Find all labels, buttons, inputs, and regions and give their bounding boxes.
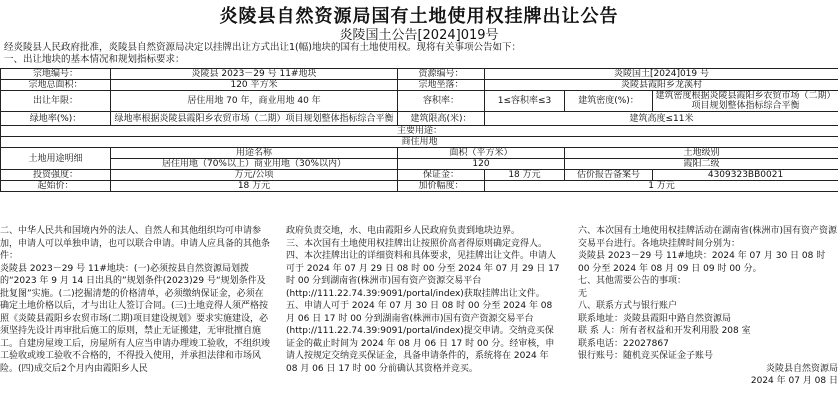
cell-value: 炎陵国土[2024]019 号 <box>485 69 838 80</box>
cell-label: 绿地率(%)： <box>1 112 111 126</box>
paragraph: 二、中华人民共和国境内外的法人、自然人和其他组织均可申请参加，申请人可以单独申请，也可以联合申请。申请人应具备的其他条件： <box>0 226 270 261</box>
paragraph: 八、联系方式与银行账户 <box>578 301 678 311</box>
cell-label: 起始价： <box>1 181 111 192</box>
cell-value: 1≤容积率≤3 <box>485 91 565 112</box>
paragraph: 七、其他需要公告的事项： <box>578 276 687 286</box>
paragraph: 六、本次国有土地使用权挂牌活动在湖南省(株洲市)国有资产资源交易平台进行。各地块挂牌时间分别为： <box>578 226 838 249</box>
body-text <box>0 225 838 410</box>
cell-label: 建筑密度(%)： <box>565 91 653 112</box>
column-header: 用途名称 <box>111 148 398 159</box>
cell-value: 霞阳二级 <box>565 159 838 170</box>
paragraph: 银行账号：随机竞买保证金子账号 <box>578 351 714 361</box>
column-header: 土地级别 <box>565 148 838 159</box>
column-left <box>0 225 270 375</box>
paragraph: 联 系 人：所有者权益和开发利用股 208 室 <box>578 326 751 336</box>
paragraph: 联系电话：22027867 <box>578 338 669 349</box>
main-use-label: 主要用途： <box>1 126 838 137</box>
cell-label: 土地用途明细 <box>1 148 111 170</box>
paragraph: 联系地址：炎陵县霞阳中路自然资源局 <box>578 313 732 324</box>
cell-value: 建筑高度≤11米 <box>485 112 838 126</box>
paragraph: 无 <box>578 288 588 299</box>
cell-value: 18 万元 <box>111 181 398 192</box>
cell-value: 18 万元 <box>485 170 565 181</box>
cell-value: 居住用地 70 年，商业用地 40 年 <box>111 91 398 112</box>
paragraph: 五、申请人可于 2024 年 07 月 30 日 08 时 00 分至 2024 年 08 月 06 日 17 时 00 分到湖南省(株洲市)国有资产资源交易平台(http://111.22.74.39:9091/portal/index)提交申请。交纳竞买保证金的截止时间为 2024 年 08 月 06 日 17 时 00 分。经审核，申请人按规定交纳竞买保证金，具备申请条件的，系统将在 2024 年 08 月 06 日 17 时 00 分前确认其资格并竞买。 <box>286 301 555 374</box>
cell-label: 建筑限高(米)： <box>398 112 485 126</box>
cell-label: 宗地编号： <box>1 69 111 80</box>
cell-label: 宗地总面积： <box>1 80 111 91</box>
cell-value: 绿地率根据炎陵县霞阳乡农贸市场（二期）项目规划整体指标综合平衡 <box>111 112 398 126</box>
cell-value: 1 万元 <box>485 181 838 192</box>
document-number: 炎陵国土公告[2024]019号 <box>339 28 499 43</box>
page-title: 炎陵县自然资源局国有土地使用权挂牌出让公告 <box>219 6 619 27</box>
intro-line: 经炎陵县人民政府批准，炎陵县自然资源局决定以挂牌出让方式出让1(幅)地块的国有土地使用权。现将有关事项公告如下： <box>4 42 521 53</box>
cell-value: 居住用地（70%以上）商业用地（30%以内） <box>111 159 398 170</box>
cell-label: 投资强度： <box>1 170 111 181</box>
issuer: 炎陵县自然资源局 <box>765 363 838 374</box>
column-right <box>578 225 838 388</box>
issue-date: 2024 年 07 月 08 日 <box>750 376 838 386</box>
main-use-value: 商住用地 <box>1 137 838 148</box>
paragraph: 政府负责交地，水、电由霞阳乡人民政府负责到地块边界。 <box>286 226 521 236</box>
paragraph: 三、本次国有土地使用权挂牌出让按照价高者得原则确定竞得人。 <box>286 238 548 249</box>
cell-value: 4309323BB0021 <box>653 170 838 181</box>
cell-label: 估价报告备案号 <box>565 170 653 181</box>
intro <box>4 42 834 66</box>
column-header: 面积（平方米） <box>398 148 565 159</box>
cell-label: 资源编号： <box>398 69 485 80</box>
cell-label: 加价幅度： <box>398 181 485 192</box>
column-middle <box>286 225 560 375</box>
paragraph: 炎陵县 2023－29 号 11#地块：(一)必须按县自然资源局划拨的“2023 年 9 月 14 日出具的”规划条件(2023)29 号“规划条件及批复图”实施。(二)挖掘清楚的价格清单，必须缴纳保证金，必须在确定土地价格以后，才与出让人签订合同。(三)土地竞得人须严格按照《炎陵县霞阳乡农贸市场(二期)项目建设规划》要求实施建设，必须坚持先设计再审批后施工的原则，禁止无证搬建，无审批擅自施工。自建房屋竣工后，房屋所有人应当申请办理竣工验收，不组织竣工验收或竣工验收不合格的，不得投入使用，并承担法律和市场风险。(四)成交后2个月内由霞阳乡人民 <box>0 263 270 374</box>
cell-value: 炎陵县 2023－29 号 11#地块 <box>111 69 398 80</box>
cell-label: 容积率： <box>398 91 485 112</box>
cell-label: 出让年限： <box>1 91 111 112</box>
paragraph: 炎陵县 2023－29 号 11#地块：2024 年 07 月 30 日 08 时 00 分至 2024 年 08 月 09 日 09 时 00 分。 <box>578 251 826 274</box>
cell-value: 建筑密度根据炎陵县霞阳乡农贸市场（二期）项目规划整体指标综合平衡 <box>653 91 838 112</box>
cell-value: 120 平方米 <box>111 80 398 91</box>
cell-label: 保证金： <box>398 170 485 181</box>
cell-label: 宗地坐落： <box>398 80 485 91</box>
cell-value: 炎陵县霞阳乡龙溪村 <box>485 80 838 91</box>
paragraph: 四、本次挂牌出让的详细资料和具体要求，见挂牌出让文件。申请人可于 2024 年 07 月 29 日 08 时 00 分至 2024 年 07 月 29 日 17 时 00 分到湖南省(株洲市)国有资产资源交易平台(http://111.22.74.39:9091/portal/index)获取挂牌出让文件。 <box>286 251 560 299</box>
cell-value: 120 <box>398 159 565 170</box>
section-heading: 一、出让地块的基本情况和规划指标要求： <box>4 54 185 65</box>
parcel-table <box>0 68 838 192</box>
cell-value: 万元/公顷 <box>111 170 398 181</box>
